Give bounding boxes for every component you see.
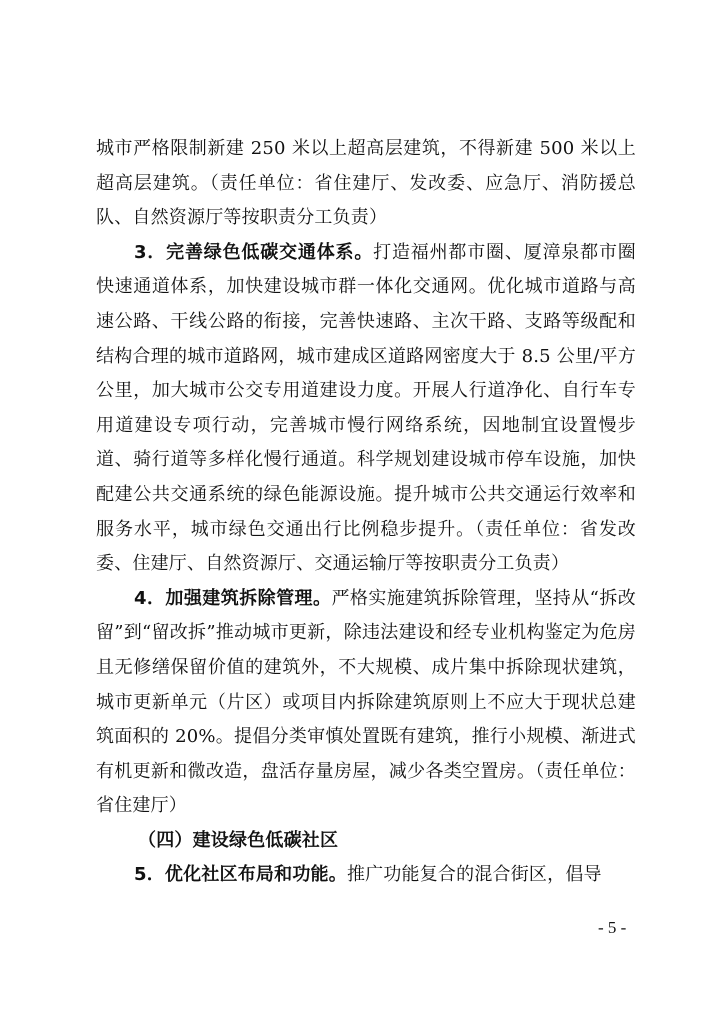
page-number: - 5 -	[598, 918, 627, 937]
section-heading-green-community: （四）建设绿色低碳社区	[138, 829, 339, 851]
paragraph-1-text: 城市严格限制新建 250 米以上超高层建筑，不得新建 500 米以上超高层建筑。（责任单位：省住建厅、发改委、应急厅、消防援总队、自然资源厅等按职责分工负责）	[96, 138, 636, 229]
heading-5-community-layout: 5．优化社区布局和功能。	[134, 864, 347, 886]
paragraph-5-text: 推广功能复合的混合街区，倡导	[346, 864, 602, 886]
paragraph-2-text: 打造福州都市圈、厦漳泉都市圈快速通道体系，加快建设城市群一体化交通网。优化城市道路与高速公路、干线公路的衔接，完善快速路、主次干路、支路等级配和结构合理的城市道路网，城市建成区道路网密度大于 8.5 公里/平方公里，加大城市公交专用道建设力度。开展人行道净化、自行车专用道建设专项行动，完善城市慢行网络系统，因地制宜设置慢步道、骑行道等多样化慢行通道。科学规划建设城市停车设施，加快配建公共交通系统的绿色能源设施。提升城市公共交通运行效率和服务水平，城市绿色交通出行比例稳步提升。（责任单位：省发改委、住建厅、自然资源厅、交通运输厅等按职责分工负责）	[96, 241, 636, 575]
document-body	[96, 132, 636, 893]
heading-3-green-transport: 3．完善绿色低碳交通体系。	[134, 241, 374, 263]
section-heading-4	[96, 824, 636, 859]
paragraph-1	[96, 132, 636, 236]
paragraph-5	[96, 858, 636, 893]
paragraph-2	[96, 236, 636, 582]
paragraph-3	[96, 582, 636, 824]
heading-4-demolition-management: 4．加强建筑拆除管理。	[134, 587, 332, 609]
paragraph-3-text: 严格实施建筑拆除管理，坚持从“拆改留”到“留改拆”推动城市更新，除违法建设和经专业机构鉴定为危房且无修缮保留价值的建筑外，不大规模、成片集中拆除现状建筑，城市更新单元（片区）或项目内拆除建筑原则上不应大于现状总建筑面积的 20%。提倡分类审慎处置既有建筑，推行小规模、渐进式有机更新和微改造，盘活存量房屋，减少各类空置房。（责任单位：省住建厅）	[96, 587, 636, 817]
